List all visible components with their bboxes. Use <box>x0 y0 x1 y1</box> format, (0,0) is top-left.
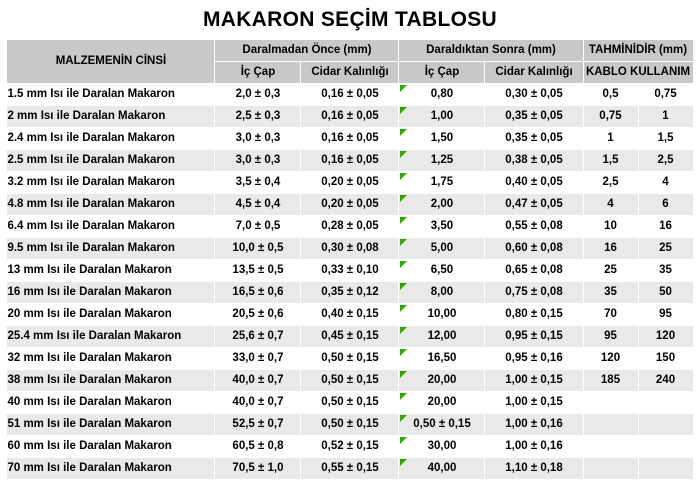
cell-after-wall: 1,00 ± 0,16 <box>485 414 583 436</box>
cell-before-inner: 2,5 ± 0,3 <box>215 106 301 128</box>
cell-material-name: 38 mm Isı ile Daralan Makaron <box>7 370 215 392</box>
cell-after-inner: 40,00 <box>399 458 485 480</box>
cell-before-wall: 0,30 ± 0,08 <box>301 238 399 260</box>
cell-before-wall: 0,40 ± 0,15 <box>301 304 399 326</box>
cell-use-max: 6 <box>638 194 693 216</box>
cell-before-wall: 0,20 ± 0,05 <box>301 194 399 216</box>
cell-before-wall: 0,50 ± 0,15 <box>301 392 399 414</box>
makaron-selection-table <box>6 39 693 480</box>
table-row <box>7 348 693 370</box>
table-row <box>7 194 693 216</box>
cell-use-max: 2,5 <box>638 150 693 172</box>
cell-use-min: 70 <box>583 304 638 326</box>
cell-after-inner: 10,00 <box>399 304 485 326</box>
cell-material-name: 2.4 mm Isı ile Daralan Makaron <box>7 128 215 150</box>
table-row <box>7 392 693 414</box>
cell-before-inner: 40,0 ± 0,7 <box>215 370 301 392</box>
cell-before-inner: 33,0 ± 0,7 <box>215 348 301 370</box>
cell-use-max: 95 <box>638 304 693 326</box>
cell-after-inner: 2,00 <box>399 194 485 216</box>
header-material-type: MALZEMENİN CİNSİ <box>7 40 215 84</box>
cell-before-inner: 13,5 ± 0,5 <box>215 260 301 282</box>
cell-use-min: 95 <box>583 326 638 348</box>
table-row <box>7 458 693 480</box>
header-cable-usage: KABLO KULLANIM <box>583 62 693 84</box>
cell-use-max: 1,5 <box>638 128 693 150</box>
cell-after-wall: 0,40 ± 0,05 <box>485 172 583 194</box>
cell-use-max: 0,75 <box>638 84 693 106</box>
table-row <box>7 326 693 348</box>
table-row <box>7 150 693 172</box>
cell-use-max: 4 <box>638 172 693 194</box>
cell-before-inner: 52,5 ± 0,7 <box>215 414 301 436</box>
cell-after-inner: 6,50 <box>399 260 485 282</box>
cell-use-min: 35 <box>583 282 638 304</box>
table-row <box>7 84 693 106</box>
cell-after-inner: 1,50 <box>399 128 485 150</box>
cell-before-inner: 60,5 ± 0,8 <box>215 436 301 458</box>
cell-after-wall: 0,80 ± 0,15 <box>485 304 583 326</box>
table-row <box>7 106 693 128</box>
cell-after-inner: 0,80 <box>399 84 485 106</box>
cell-material-name: 16 mm Isı ile Daralan Makaron <box>7 282 215 304</box>
cell-material-name: 51 mm Isı ile Daralan Makaron <box>7 414 215 436</box>
header-inner-diameter-after: İç Çap <box>399 62 485 84</box>
cell-material-name: 4.8 mm Isı ile Daralan Makaron <box>7 194 215 216</box>
cell-after-wall: 1,00 ± 0,15 <box>485 392 583 414</box>
table-row <box>7 414 693 436</box>
cell-material-name: 1.5 mm Isı ile Daralan Makaron <box>7 84 215 106</box>
cell-use-max <box>638 458 693 480</box>
cell-use-max: 25 <box>638 238 693 260</box>
cell-use-max: 1 <box>638 106 693 128</box>
cell-material-name: 70 mm Isı ile Daralan Makaron <box>7 458 215 480</box>
cell-use-min <box>583 414 638 436</box>
cell-after-wall: 0,95 ± 0,16 <box>485 348 583 370</box>
cell-before-wall: 0,16 ± 0,05 <box>301 128 399 150</box>
cell-after-wall: 0,30 ± 0,05 <box>485 84 583 106</box>
cell-use-max <box>638 392 693 414</box>
cell-before-inner: 25,6 ± 0,7 <box>215 326 301 348</box>
cell-after-inner: 16,50 <box>399 348 485 370</box>
cell-use-min: 16 <box>583 238 638 260</box>
cell-after-wall: 1,10 ± 0,18 <box>485 458 583 480</box>
cell-use-max <box>638 414 693 436</box>
cell-use-min: 25 <box>583 260 638 282</box>
cell-after-wall: 1,00 ± 0,16 <box>485 436 583 458</box>
table-header <box>7 40 693 84</box>
cell-after-inner: 3,50 <box>399 216 485 238</box>
cell-before-inner: 7,0 ± 0,5 <box>215 216 301 238</box>
table-body <box>7 84 693 480</box>
cell-after-inner: 1,75 <box>399 172 485 194</box>
cell-material-name: 60 mm Isı ile Daralan Makaron <box>7 436 215 458</box>
cell-before-inner: 3,0 ± 0,3 <box>215 150 301 172</box>
header-group-estimate: TAHMİNİDİR (mm) <box>583 40 693 62</box>
cell-use-min: 4 <box>583 194 638 216</box>
cell-after-inner: 0,50 ± 0,15 <box>399 414 485 436</box>
cell-after-wall: 1,00 ± 0,15 <box>485 370 583 392</box>
cell-before-wall: 0,28 ± 0,05 <box>301 216 399 238</box>
cell-use-min: 1 <box>583 128 638 150</box>
cell-use-max: 35 <box>638 260 693 282</box>
cell-material-name: 3.2 mm Isı ile Daralan Makaron <box>7 172 215 194</box>
cell-use-min: 0,5 <box>583 84 638 106</box>
cell-before-inner: 3,0 ± 0,3 <box>215 128 301 150</box>
cell-before-inner: 16,5 ± 0,6 <box>215 282 301 304</box>
cell-before-wall: 0,16 ± 0,05 <box>301 84 399 106</box>
cell-after-wall: 0,95 ± 0,15 <box>485 326 583 348</box>
cell-use-max: 240 <box>638 370 693 392</box>
cell-use-max: 16 <box>638 216 693 238</box>
cell-after-wall: 0,60 ± 0,08 <box>485 238 583 260</box>
cell-before-inner: 40,0 ± 0,7 <box>215 392 301 414</box>
cell-use-min <box>583 392 638 414</box>
cell-before-wall: 0,35 ± 0,12 <box>301 282 399 304</box>
cell-use-min: 185 <box>583 370 638 392</box>
table-row <box>7 304 693 326</box>
cell-before-wall: 0,52 ± 0,15 <box>301 436 399 458</box>
cell-before-wall: 0,55 ± 0,15 <box>301 458 399 480</box>
cell-before-wall: 0,50 ± 0,15 <box>301 370 399 392</box>
cell-before-wall: 0,16 ± 0,05 <box>301 150 399 172</box>
cell-after-inner: 5,00 <box>399 238 485 260</box>
table-row <box>7 172 693 194</box>
table-row <box>7 238 693 260</box>
table-row <box>7 260 693 282</box>
cell-material-name: 25.4 mm Isı ile Daralan Makaron <box>7 326 215 348</box>
cell-before-inner: 2,0 ± 0,3 <box>215 84 301 106</box>
cell-before-inner: 70,5 ± 1,0 <box>215 458 301 480</box>
cell-before-inner: 10,0 ± 0,5 <box>215 238 301 260</box>
cell-material-name: 32 mm Isı ile Daralan Makaron <box>7 348 215 370</box>
table-row <box>7 128 693 150</box>
cell-after-inner: 1,00 <box>399 106 485 128</box>
table-row <box>7 436 693 458</box>
cell-use-max: 150 <box>638 348 693 370</box>
header-row-groups <box>7 40 693 62</box>
cell-after-wall: 0,55 ± 0,08 <box>485 216 583 238</box>
cell-use-min: 10 <box>583 216 638 238</box>
cell-after-wall: 0,65 ± 0,08 <box>485 260 583 282</box>
page-title: MAKARON SEÇİM TABLOSU <box>202 8 498 31</box>
cell-use-min: 0,75 <box>583 106 638 128</box>
cell-after-inner: 30,00 <box>399 436 485 458</box>
cell-use-min: 2,5 <box>583 172 638 194</box>
cell-material-name: 40 mm Isı ile Daralan Makaron <box>7 392 215 414</box>
cell-after-inner: 1,25 <box>399 150 485 172</box>
cell-before-wall: 0,16 ± 0,05 <box>301 106 399 128</box>
cell-before-wall: 0,45 ± 0,15 <box>301 326 399 348</box>
header-inner-diameter-before: İç Çap <box>215 62 301 84</box>
cell-after-wall: 0,47 ± 0,05 <box>485 194 583 216</box>
cell-before-inner: 4,5 ± 0,4 <box>215 194 301 216</box>
cell-before-inner: 20,5 ± 0,6 <box>215 304 301 326</box>
cell-after-inner: 20,00 <box>399 370 485 392</box>
cell-use-max: 120 <box>638 326 693 348</box>
table-row <box>7 282 693 304</box>
cell-material-name: 2.5 mm Isı ile Daralan Makaron <box>7 150 215 172</box>
header-wall-thickness-after: Cidar Kalınlığı <box>485 62 583 84</box>
cell-before-wall: 0,50 ± 0,15 <box>301 348 399 370</box>
cell-material-name: 9.5 mm Isı ile Daralan Makaron <box>7 238 215 260</box>
cell-before-wall: 0,50 ± 0,15 <box>301 414 399 436</box>
cell-use-min: 120 <box>583 348 638 370</box>
header-group-after-shrink: Daraldıktan Sonra (mm) <box>399 40 583 62</box>
cell-after-inner: 12,00 <box>399 326 485 348</box>
cell-material-name: 20 mm Isı ile Daralan Makaron <box>7 304 215 326</box>
cell-after-wall: 0,75 ± 0,08 <box>485 282 583 304</box>
cell-use-min <box>583 436 638 458</box>
cell-material-name: 13 mm Isı ile Daralan Makaron <box>7 260 215 282</box>
cell-material-name: 2 mm Isı ile Daralan Makaron <box>7 106 215 128</box>
cell-after-wall: 0,38 ± 0,05 <box>485 150 583 172</box>
cell-use-min: 1,5 <box>583 150 638 172</box>
cell-before-wall: 0,33 ± 0,10 <box>301 260 399 282</box>
header-wall-thickness-before: Cidar Kalınlığı <box>301 62 399 84</box>
cell-after-inner: 20,00 <box>399 392 485 414</box>
cell-after-wall: 0,35 ± 0,05 <box>485 106 583 128</box>
cell-after-wall: 0,35 ± 0,05 <box>485 128 583 150</box>
cell-before-inner: 3,5 ± 0,4 <box>215 172 301 194</box>
header-group-before-shrink: Daralmadan Önce (mm) <box>215 40 399 62</box>
cell-use-max <box>638 436 693 458</box>
cell-after-inner: 8,00 <box>399 282 485 304</box>
cell-use-max: 50 <box>638 282 693 304</box>
cell-use-min <box>583 458 638 480</box>
table-row <box>7 370 693 392</box>
cell-before-wall: 0,20 ± 0,05 <box>301 172 399 194</box>
table-row <box>7 216 693 238</box>
cell-material-name: 6.4 mm Isı ile Daralan Makaron <box>7 216 215 238</box>
